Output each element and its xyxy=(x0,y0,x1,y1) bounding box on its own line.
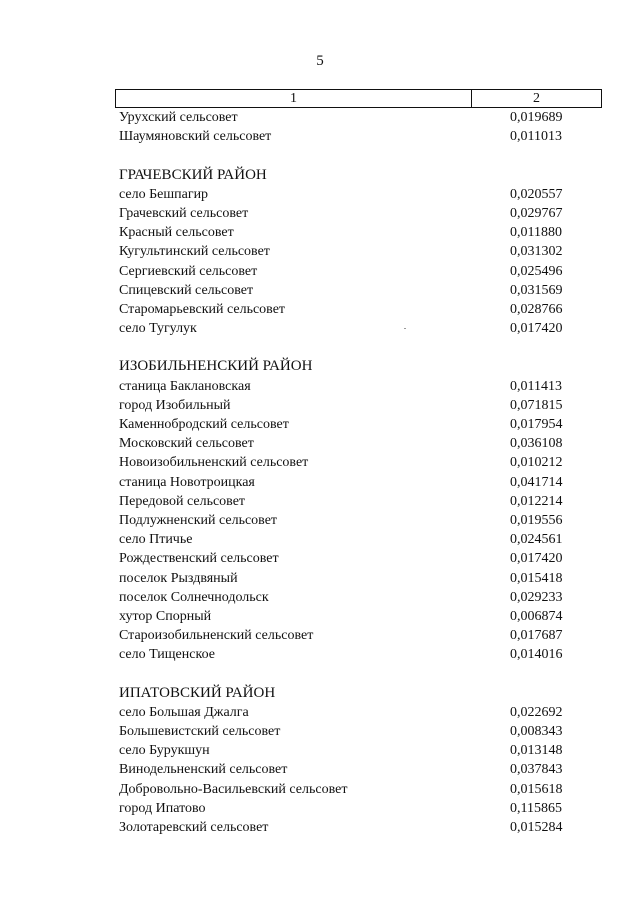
settlement-name: Староизобильненский сельсовет xyxy=(119,628,314,644)
table-row xyxy=(119,262,609,281)
settlement-name: Золотаревский сельсовет xyxy=(119,819,269,835)
table-body xyxy=(119,108,609,837)
table-row xyxy=(119,242,609,261)
table-row xyxy=(119,473,609,492)
page-number: 5 xyxy=(316,53,324,69)
table-row xyxy=(119,645,609,664)
table-row xyxy=(119,396,609,415)
coefficient-value: 0,008343 xyxy=(510,724,563,739)
settlement-name: Рождественский сельсовет xyxy=(119,551,279,567)
table-row xyxy=(119,127,609,146)
table-row xyxy=(119,530,609,549)
settlement-name: Сергиевский сельсовет xyxy=(119,263,258,279)
table-row xyxy=(119,108,609,127)
coefficient-value: 0,015618 xyxy=(510,781,563,797)
settlement-name: поселок Солнечнодольск xyxy=(119,589,269,605)
settlement-name: Кугультинский сельсовет xyxy=(119,244,270,260)
settlement-name: село Бешпагир xyxy=(119,186,209,202)
settlement-name: Красный сельсовет xyxy=(119,225,234,241)
coefficient-value: 0,036108 xyxy=(510,436,563,452)
table-row xyxy=(119,223,609,242)
table-row xyxy=(119,377,609,396)
district-heading-text: ИПАТОВСКИЙ РАЙОН xyxy=(119,684,276,701)
coefficient-value: 0,029767 xyxy=(510,205,563,221)
coefficient-value: 0,010212 xyxy=(510,455,563,471)
table-column-header xyxy=(115,89,602,108)
settlement-name: Добровольно-Васильевский сельсовет xyxy=(119,781,348,797)
table-row xyxy=(119,549,609,568)
coefficient-value: 0,012214 xyxy=(510,493,563,509)
coefficient-value: 0,011013 xyxy=(510,129,562,145)
scan-speck xyxy=(404,328,406,329)
coefficient-value: 0,071815 xyxy=(510,397,563,413)
table-row xyxy=(119,703,609,722)
coefficient-value: 0,025496 xyxy=(510,263,563,279)
settlement-name: село Большая Джалга xyxy=(119,704,249,720)
spacer-row xyxy=(119,338,609,357)
district-heading-text: ИЗОБИЛЬНЕНСКИЙ РАЙОН xyxy=(119,358,313,375)
table-row xyxy=(119,204,609,223)
table-row xyxy=(119,588,609,607)
table-row xyxy=(119,626,609,645)
coefficient-value: 0,028766 xyxy=(510,301,563,317)
table-row xyxy=(119,760,609,779)
coefficient-value: 0,115865 xyxy=(510,800,562,816)
settlement-name: Урухский сельсовет xyxy=(119,110,238,125)
settlement-name: Винодельненский сельсовет xyxy=(119,762,288,778)
table-row xyxy=(119,453,609,472)
coefficient-value: 0,015418 xyxy=(510,570,563,586)
settlement-name: Передовой сельсовет xyxy=(119,493,246,509)
table-row xyxy=(119,780,609,799)
coefficient-value: 0,041714 xyxy=(510,474,563,490)
settlement-name: город Ипатово xyxy=(119,800,206,816)
settlement-name: Старомарьевский сельсовет xyxy=(119,301,286,317)
table-row xyxy=(119,511,609,530)
coefficient-value: 0,019556 xyxy=(510,512,563,528)
coefficient-value: 0,017420 xyxy=(510,551,563,567)
settlement-name: Подлужненский сельсовет xyxy=(119,512,278,528)
table-row xyxy=(119,569,609,588)
coefficient-value: 0,017420 xyxy=(510,321,563,337)
table-row xyxy=(119,300,609,319)
coefficient-value: 0,011413 xyxy=(510,378,562,394)
table-row xyxy=(119,434,609,453)
coefficient-value: 0,014016 xyxy=(510,647,563,663)
settlement-name: село Бурукшун xyxy=(119,743,210,759)
coefficient-value: 0,019689 xyxy=(510,110,563,125)
coefficient-value: 0,029233 xyxy=(510,589,563,605)
settlement-name: Большевистский сельсовет xyxy=(119,724,281,739)
coefficient-value: 0,020557 xyxy=(510,186,563,202)
settlement-name: город Изобильный xyxy=(119,397,231,413)
coefficient-value: 0,015284 xyxy=(510,819,563,835)
district-heading xyxy=(119,684,609,703)
coefficient-value: 0,031569 xyxy=(510,282,563,298)
settlement-name: станица Баклановская xyxy=(119,378,251,394)
table-row xyxy=(119,818,609,837)
coefficient-value: 0,011880 xyxy=(510,225,562,241)
coefficient-value: 0,037843 xyxy=(510,762,563,778)
coefficient-value: 0,031302 xyxy=(510,244,563,260)
spacer-row xyxy=(119,664,609,683)
table-row xyxy=(119,185,609,204)
settlement-name: поселок Рыздвяный xyxy=(119,570,238,586)
spacer-row xyxy=(119,146,609,165)
district-heading-text: ГРАЧЕВСКИЙ РАЙОН xyxy=(119,166,267,183)
settlement-name: станица Новотроицкая xyxy=(119,474,255,490)
table-row xyxy=(119,741,609,760)
settlement-name: хутор Спорный xyxy=(119,608,212,624)
table-row xyxy=(119,281,609,300)
table-row xyxy=(119,607,609,626)
column-header-2: 2 xyxy=(533,91,540,106)
settlement-name: Новоизобильненский сельсовет xyxy=(119,455,309,471)
coefficient-value: 0,017954 xyxy=(510,417,563,432)
coefficient-value: 0,006874 xyxy=(510,608,563,624)
settlement-name: Спицевский сельсовет xyxy=(119,282,254,298)
coefficient-value: 0,024561 xyxy=(510,532,563,548)
settlement-name: село Тугулук xyxy=(119,321,197,337)
table-row xyxy=(119,722,609,741)
table-row xyxy=(119,492,609,511)
settlement-name: Грачевский сельсовет xyxy=(119,205,249,221)
district-heading xyxy=(119,166,609,185)
table-row xyxy=(119,799,609,818)
column-header-1: 1 xyxy=(116,90,472,107)
settlement-name: Московский сельсовет xyxy=(119,436,254,452)
settlement-name: Шаумяновский сельсовет xyxy=(119,129,272,145)
table-row xyxy=(119,415,609,434)
settlement-name: Каменнобродский сельсовет xyxy=(119,417,289,432)
district-heading xyxy=(119,357,609,376)
coefficient-value: 0,013148 xyxy=(510,743,563,759)
settlement-name: село Тищенское xyxy=(119,647,215,663)
coefficient-value: 0,022692 xyxy=(510,704,563,720)
settlement-name: село Птичье xyxy=(119,532,193,548)
coefficient-value: 0,017687 xyxy=(510,628,563,644)
table-row xyxy=(119,319,609,338)
